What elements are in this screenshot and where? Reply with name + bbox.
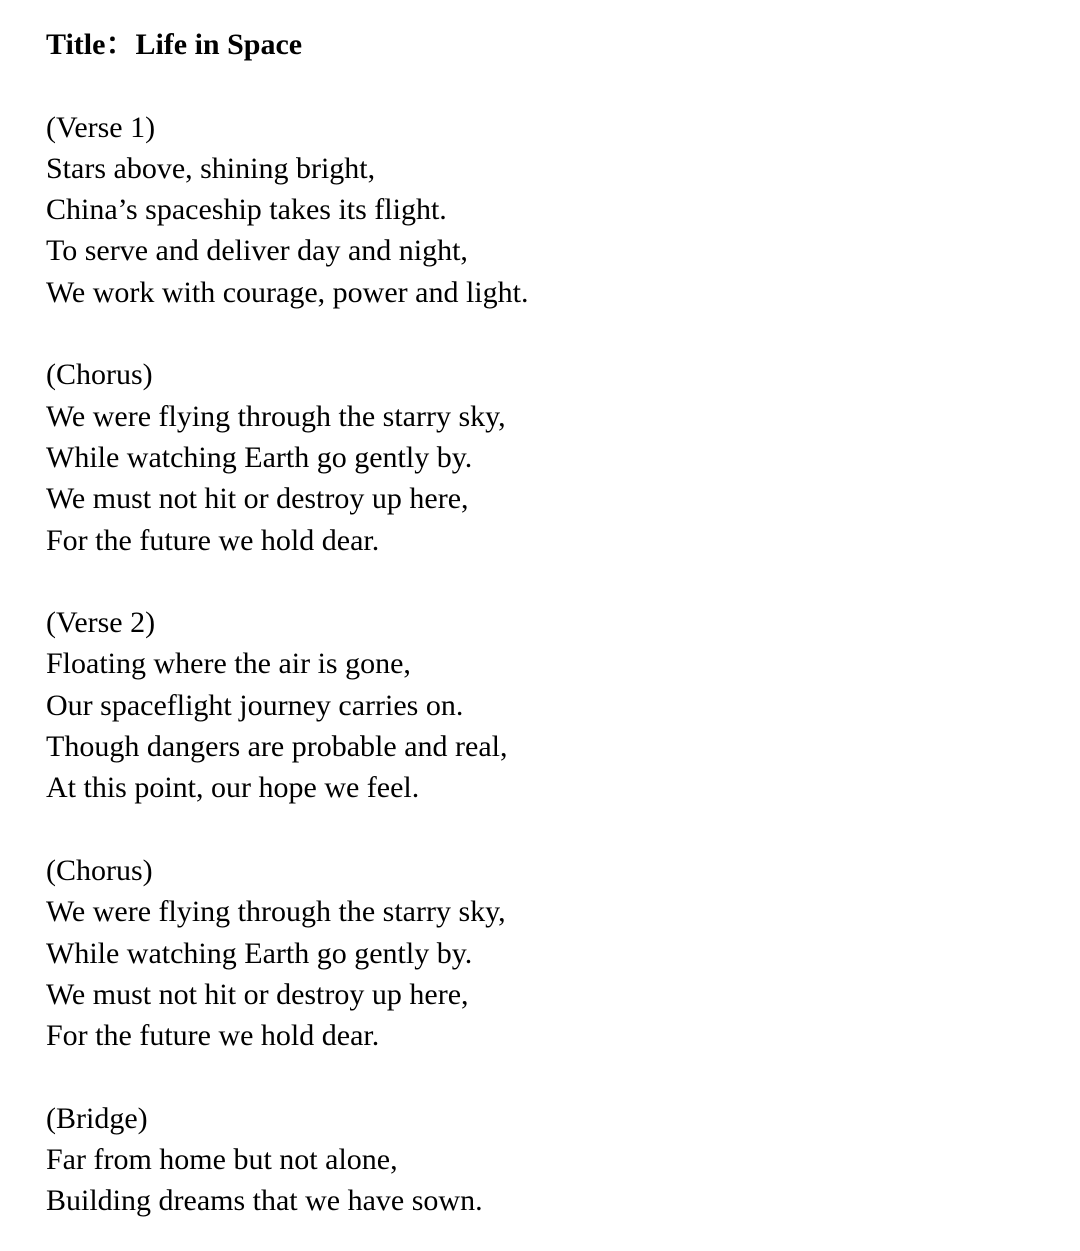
stanza-heading: (Verse 2) bbox=[46, 606, 156, 640]
lyric-line: We were flying through the starry sky, bbox=[46, 895, 506, 929]
lyric-line: While watching Earth go gently by. bbox=[46, 440, 473, 474]
lyric-line: For the future we hold dear. bbox=[46, 1019, 380, 1053]
stanza-bridge bbox=[46, 1098, 1046, 1222]
stanza-chorus-1 bbox=[46, 354, 1046, 560]
song-title: Title：Life in Space bbox=[46, 28, 303, 61]
stanza-verse-1 bbox=[46, 107, 1046, 313]
stanza-heading: (Verse 1) bbox=[46, 110, 156, 144]
lyric-line: Floating where the air is gone, bbox=[46, 647, 411, 681]
lyric-line: We must not hit or destroy up here, bbox=[46, 482, 469, 516]
lyric-line: Stars above, shining bright, bbox=[46, 151, 376, 185]
stanza-heading: (Bridge) bbox=[46, 1101, 148, 1135]
blank-line bbox=[46, 1056, 1046, 1097]
blank-line bbox=[46, 809, 1046, 850]
stanza-chorus-2 bbox=[46, 850, 1046, 1056]
lyric-line: For the future we hold dear. bbox=[46, 523, 380, 557]
stanza-heading: (Chorus) bbox=[46, 358, 153, 392]
lyric-line: While watching Earth go gently by. bbox=[46, 936, 473, 970]
stanza-verse-2 bbox=[46, 602, 1046, 808]
blank-line bbox=[46, 65, 1046, 106]
lyric-line: At this point, our hope we feel. bbox=[46, 771, 420, 805]
lyric-line: We must not hit or destroy up here, bbox=[46, 977, 469, 1011]
lyric-line: Building dreams that we have sown. bbox=[46, 1184, 483, 1218]
lyric-line: To serve and deliver day and night, bbox=[46, 234, 468, 268]
document-body bbox=[46, 24, 1046, 1222]
lyric-line: Our spaceflight journey carries on. bbox=[46, 688, 464, 722]
lyric-line: Though dangers are probable and real, bbox=[46, 730, 508, 764]
stanza-heading: (Chorus) bbox=[46, 853, 153, 887]
blank-line bbox=[46, 561, 1046, 602]
lyric-line: China’s spaceship takes its flight. bbox=[46, 193, 447, 227]
lyric-line: We work with courage, power and light. bbox=[46, 275, 529, 309]
lyric-line: We were flying through the starry sky, bbox=[46, 399, 506, 433]
blank-line bbox=[46, 313, 1046, 354]
lyric-line: Far from home but not alone, bbox=[46, 1143, 398, 1177]
